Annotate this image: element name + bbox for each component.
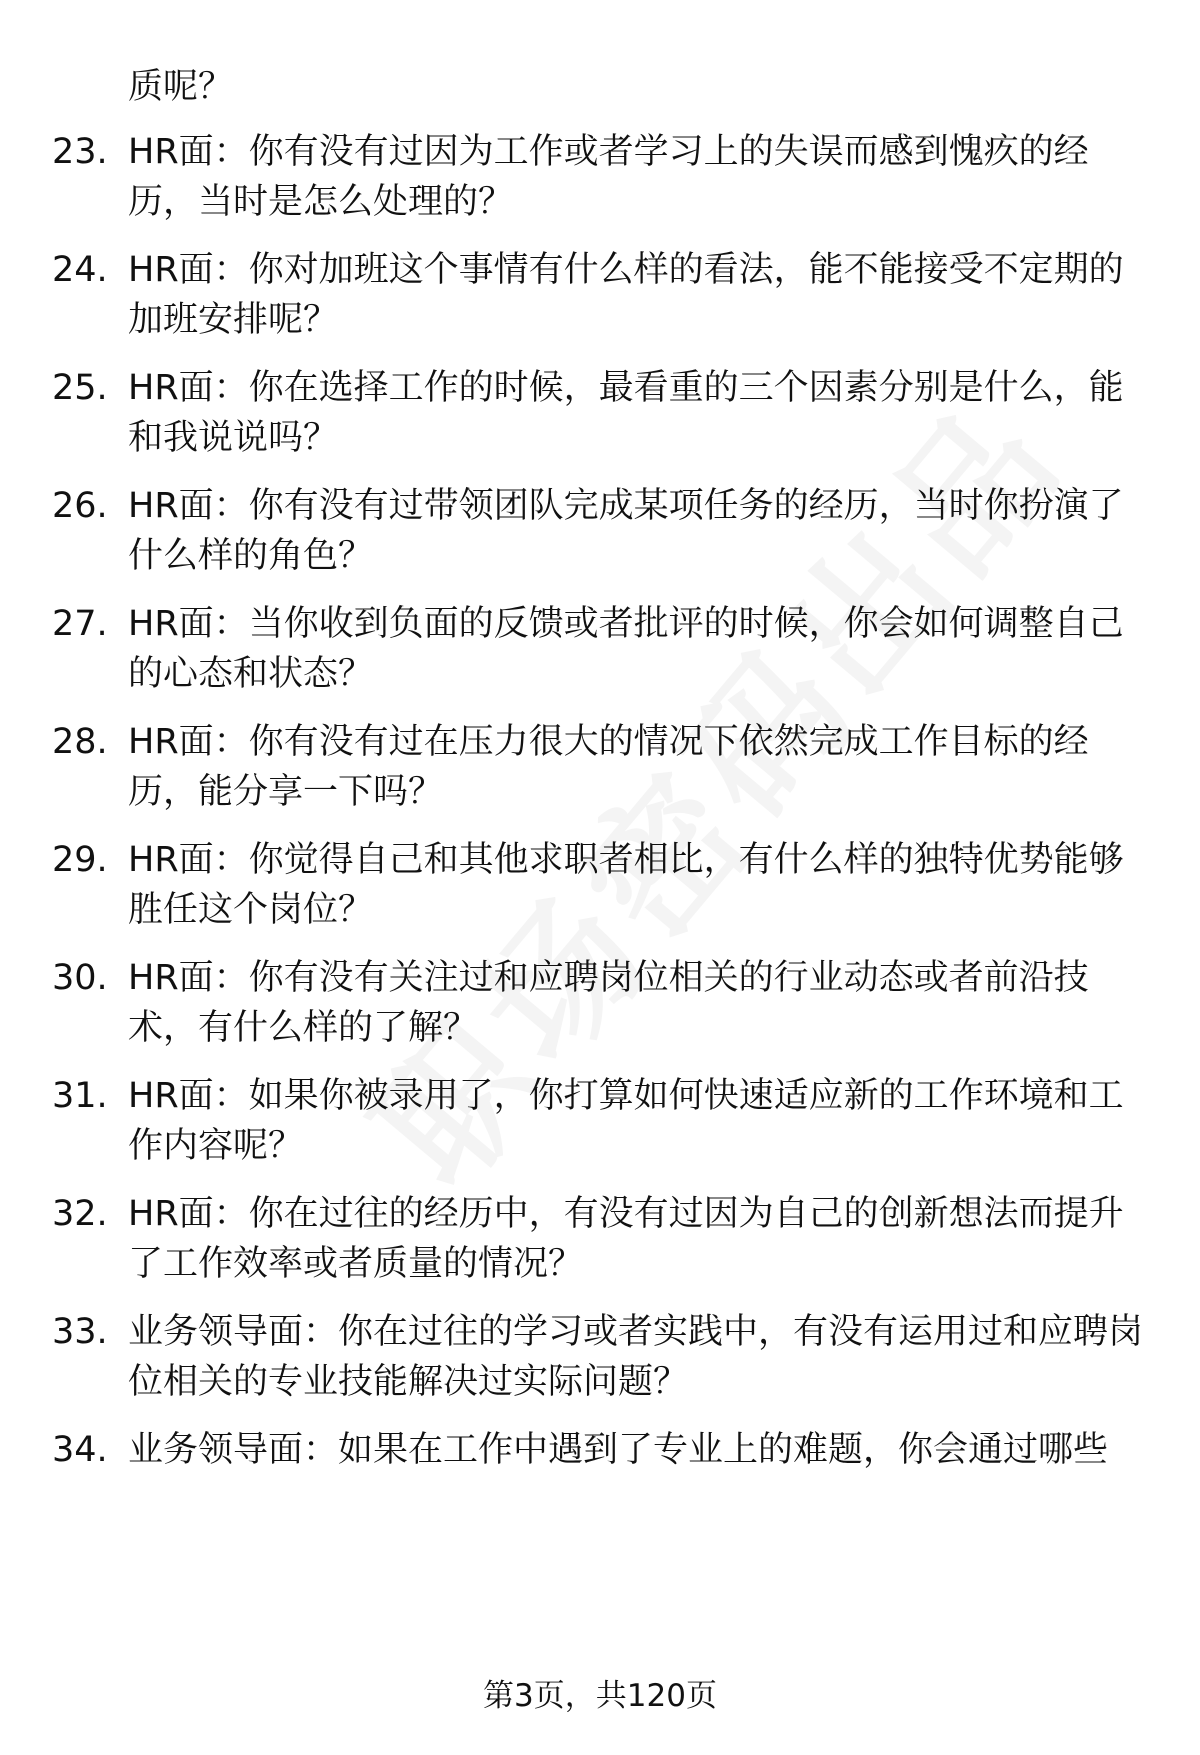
list-item — [52, 835, 1157, 935]
item-number: 29. — [52, 840, 108, 880]
item-number: 25. — [52, 368, 108, 408]
item-number: 28. — [52, 722, 108, 762]
list-item — [52, 717, 1157, 817]
item-text: HR面：当你收到负面的反馈或者批评的时候，你会如何调整自己的心态和状态？ — [128, 604, 1124, 694]
item-text: HR面：你有没有关注过和应聘岗位相关的行业动态或者前沿技术，有什么样的了解？ — [128, 958, 1089, 1048]
item-number: 26. — [52, 486, 108, 526]
item-number: 30. — [52, 958, 108, 998]
item-text: 业务领导面：你在过往的学习或者实践中，有没有运用过和应聘岗位相关的专业技能解决过实际问题？ — [128, 1312, 1144, 1402]
item-number: 31. — [52, 1076, 108, 1116]
continued-text: 质呢？ — [128, 67, 234, 107]
list-item — [52, 363, 1157, 463]
item-text: HR面：你觉得自己和其他求职者相比，有什么样的独特优势能够胜任这个岗位？ — [128, 840, 1124, 930]
list-item — [52, 599, 1157, 699]
item-number: 32. — [52, 1194, 108, 1234]
item-text: 业务领导面：如果在工作中遇到了专业上的难题，你会通过哪些 — [128, 1430, 1109, 1470]
list-item — [52, 1425, 1157, 1475]
list-item — [52, 953, 1157, 1053]
item-text: HR面：如果你被录用了，你打算如何快速适应新的工作环境和工作内容呢？ — [128, 1076, 1124, 1166]
list-item — [52, 1071, 1157, 1171]
list-item — [52, 245, 1157, 345]
item-text: HR面：你在过往的经历中，有没有过因为自己的创新想法而提升了工作效率或者质量的情况？ — [128, 1194, 1124, 1284]
item-number: 33. — [52, 1312, 108, 1352]
item-number: 24. — [52, 250, 108, 290]
list-item — [52, 1189, 1157, 1289]
item-number: 27. — [52, 604, 108, 644]
item-text: HR面：你有没有过因为工作或者学习上的失误而感到愧疚的经历，当时是怎么处理的？ — [128, 132, 1089, 222]
item-text: HR面：你有没有过在压力很大的情况下依然完成工作目标的经历，能分享一下吗？ — [128, 722, 1089, 812]
item-text: HR面：你在选择工作的时候，最看重的三个因素分别是什么，能和我说说吗？ — [128, 368, 1124, 458]
item-number: 23. — [52, 132, 108, 172]
item-text: HR面：你有没有过带领团队完成某项任务的经历，当时你扮演了什么样的角色？ — [128, 486, 1124, 576]
item-number: 34. — [52, 1430, 108, 1470]
list-item — [52, 127, 1157, 227]
page-footer: 第3页，共120页 — [483, 1678, 717, 1714]
list-item — [52, 481, 1157, 581]
item-text: HR面：你对加班这个事情有什么样的看法，能不能接受不定期的加班安排呢？ — [128, 250, 1124, 340]
list-item — [52, 1307, 1157, 1407]
